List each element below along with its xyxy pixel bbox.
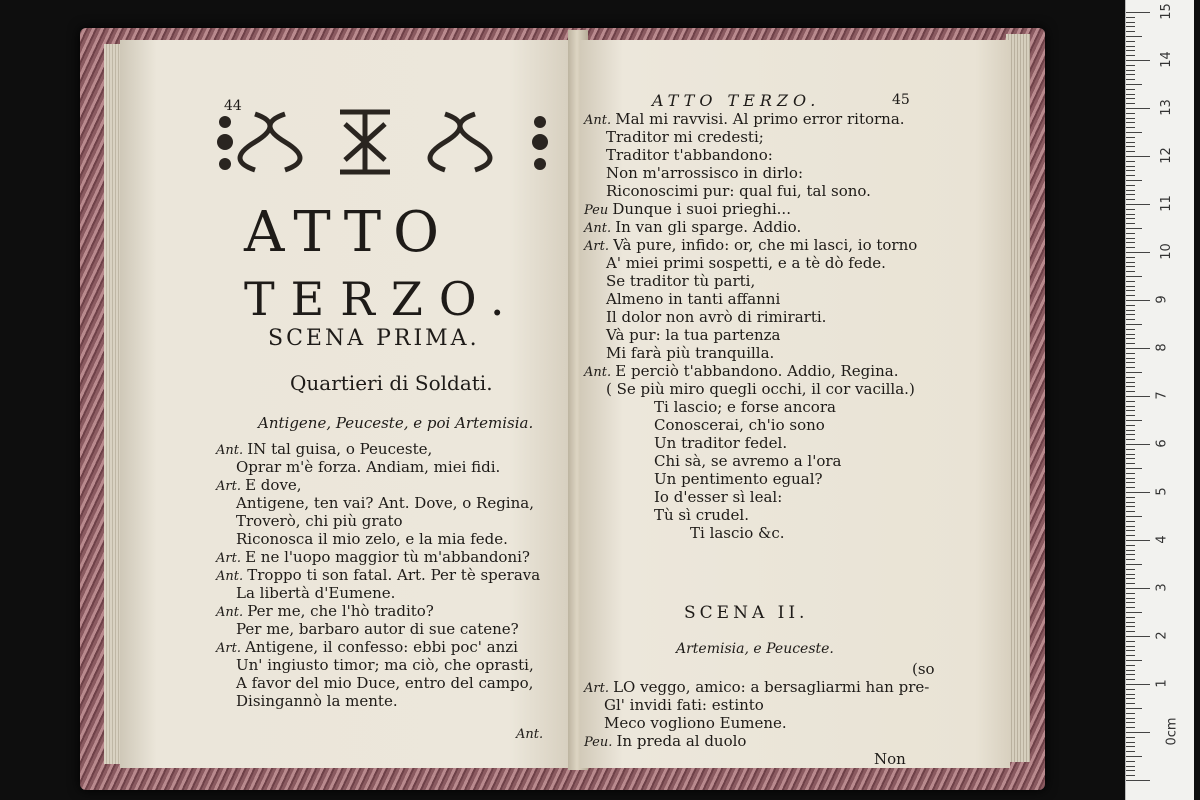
dialogue-line — [584, 732, 746, 752]
dialogue-line — [216, 602, 434, 622]
ruler-tick — [1126, 703, 1135, 704]
ruler-tick — [1126, 108, 1150, 109]
dialogue-line — [216, 476, 302, 496]
line-text: Troppo ti son fatal. Art. Per tè sperava — [247, 566, 541, 584]
ruler-label: 8 — [1154, 343, 1170, 352]
ruler-tick — [1126, 185, 1135, 186]
ruler-tick — [1126, 684, 1150, 685]
ruler-tick — [1126, 338, 1135, 339]
ruler-tick — [1126, 209, 1135, 210]
dialogue-line — [216, 566, 540, 586]
ruler-tick — [1126, 334, 1135, 335]
ruler-tick — [1126, 22, 1135, 23]
ruler-label: 13 — [1158, 99, 1174, 116]
line-text: Per me, barbaro autor di sue catene? — [236, 620, 519, 638]
page-number: 45 — [892, 92, 910, 108]
ruler-tick — [1126, 482, 1135, 483]
ruler-tick — [1126, 588, 1150, 589]
ruler-tick — [1126, 670, 1135, 671]
ruler-tick — [1126, 94, 1135, 95]
speaker-label: Art. — [584, 239, 614, 254]
ruler-tick — [1126, 478, 1135, 479]
ruler-tick — [1126, 151, 1135, 152]
line-text: Dunque i suoi prieghi... — [612, 200, 791, 218]
ruler-tick — [1126, 286, 1135, 287]
ruler-tick — [1126, 324, 1142, 325]
ruler-tick — [1126, 521, 1135, 522]
ruler-label: 3 — [1154, 583, 1170, 592]
ruler-tick — [1126, 550, 1135, 551]
speaker-label: Art. — [216, 479, 246, 494]
catchword: Ant. — [516, 727, 544, 742]
ruler-tick — [1126, 598, 1135, 599]
speaker-label: Ant. — [216, 569, 248, 584]
ruler-tick — [1126, 132, 1142, 133]
ruler-tick — [1126, 516, 1142, 517]
line-text: Mi farà più tranquilla. — [606, 344, 775, 362]
dialogue-line — [606, 128, 764, 146]
line-text: E ne l'uopo maggior tù m'abbandoni? — [245, 548, 530, 566]
ruler-tick — [1126, 55, 1135, 56]
ruler-tick — [1126, 578, 1135, 579]
act-title: ATTO — [244, 200, 452, 265]
line-text: A favor del mio Duce, entro del campo, — [236, 674, 534, 692]
ruler-tick — [1126, 377, 1135, 378]
ruler-tick — [1126, 118, 1135, 119]
ruler-tick — [1126, 41, 1135, 42]
speaker-label: Art. — [216, 641, 246, 656]
line-text: Almeno in tanti affanni — [606, 290, 781, 308]
ruler-tick — [1126, 60, 1150, 61]
ruler-tick — [1126, 425, 1135, 426]
ruler-tick — [1126, 406, 1135, 407]
line-text: ( Se più miro quegli occhi, il cor vacilla.) — [606, 380, 915, 398]
aria-line: Ti lascio &c. — [690, 524, 785, 542]
ruler-tick — [1126, 233, 1135, 234]
ruler-tick — [1126, 329, 1135, 330]
dialogue-line — [584, 362, 898, 382]
speaker-label: Art. — [216, 551, 246, 566]
ruler-tick — [1126, 454, 1135, 455]
ruler-tick — [1126, 223, 1135, 224]
ruler-tick — [1126, 310, 1135, 311]
ruler-tick — [1126, 742, 1135, 743]
ruler-tick — [1126, 70, 1135, 71]
ruler-tick — [1126, 506, 1135, 507]
ruler-tick — [1126, 319, 1135, 320]
ruler-tick — [1126, 602, 1135, 603]
ruler-tick — [1126, 746, 1135, 747]
scene-title: SCENA PRIMA. — [268, 326, 480, 351]
dialogue-line — [584, 110, 905, 130]
ruler-tick — [1126, 722, 1135, 723]
dialogue-line — [606, 380, 915, 398]
ruler-tick — [1126, 266, 1135, 267]
dialogue-line — [606, 290, 780, 308]
ruler-tick — [1126, 161, 1135, 162]
ruler-tick — [1126, 190, 1135, 191]
line-text: Riconoscimi pur: qual fui, tal sono. — [606, 182, 871, 200]
dialogue-line — [606, 164, 803, 182]
catchword: Non — [874, 750, 906, 768]
ruler-tick — [1126, 228, 1142, 229]
ruler-tick — [1126, 156, 1150, 157]
ruler-tick — [1126, 468, 1142, 469]
ruler-tick — [1126, 137, 1135, 138]
dialogue-line — [584, 236, 917, 256]
ruler-tick — [1126, 593, 1135, 594]
line-text: Riconosca il mio zelo, e la mia fede. — [236, 530, 508, 548]
ruler-tick — [1126, 74, 1135, 75]
ruler-tick — [1126, 281, 1135, 282]
speaker-label: Art. — [584, 681, 614, 696]
ruler-tick — [1126, 622, 1135, 623]
ruler-tick — [1126, 290, 1135, 291]
ruler-tick — [1126, 713, 1135, 714]
ruler-tick — [1126, 89, 1135, 90]
ruler-tick — [1126, 775, 1135, 776]
line-text: Se traditor tù parti, — [606, 272, 756, 290]
ruler-tick — [1126, 113, 1135, 114]
ruler-tick — [1126, 502, 1135, 503]
ruler-tick — [1126, 458, 1135, 459]
ruler-tick — [1126, 463, 1135, 464]
ruler-tick — [1126, 12, 1150, 13]
ruler-tick — [1126, 170, 1135, 171]
line-text: A' miei primi sospetti, e a tè dò fede. — [606, 254, 886, 272]
ruler-tick — [1126, 650, 1135, 651]
ruler-tick — [1126, 770, 1135, 771]
ruler-tick — [1126, 636, 1150, 637]
ruler-tick — [1126, 665, 1135, 666]
ruler-tick — [1126, 382, 1135, 383]
line-text: Troverò, chi più grato — [236, 512, 403, 530]
ruler-tick — [1126, 410, 1135, 411]
ruler-tick — [1126, 252, 1150, 253]
ruler-tick — [1126, 142, 1135, 143]
ruler-tick — [1126, 535, 1135, 536]
ruler-tick — [1126, 204, 1150, 205]
ruler-tick — [1126, 214, 1135, 215]
character-list: Artemisia, e Peuceste. — [676, 641, 834, 657]
line-text: Antigene, ten vai? Ant. Dove, o Regina, — [236, 494, 534, 512]
ruler-tick — [1126, 727, 1135, 728]
aria-line: Tù sì crudel. — [654, 506, 749, 524]
right-page — [580, 40, 1010, 768]
ruler-tick — [1126, 718, 1135, 719]
ruler-tick — [1126, 694, 1135, 695]
ruler-tick — [1126, 295, 1135, 296]
ruler-tick — [1126, 396, 1150, 397]
ruler-tick — [1126, 17, 1135, 18]
ruler-tick — [1126, 780, 1150, 781]
ruler-label: 1 — [1154, 679, 1170, 688]
dialogue-line — [584, 218, 801, 238]
ruler-tick — [1126, 98, 1135, 99]
line-text: LO veggo, amico: a bersagliarmi han pre- — [613, 678, 930, 696]
ruler-tick — [1126, 238, 1135, 239]
dialogue-line — [606, 272, 755, 290]
aria-line: Io d'esser sì leal: — [654, 488, 783, 506]
ruler-tick — [1126, 65, 1135, 66]
dialogue-line — [236, 692, 398, 710]
speaker-label: Ant. — [584, 113, 616, 128]
continuation-fragment: (so — [912, 660, 935, 678]
ruler-label: 6 — [1154, 439, 1170, 448]
ruler-tick — [1126, 679, 1135, 680]
ruler-tick — [1126, 103, 1135, 104]
speaker-label: Peu. — [584, 735, 617, 750]
ruler-tick — [1126, 689, 1135, 690]
ruler-tick — [1126, 751, 1135, 752]
dialogue-line — [236, 530, 508, 548]
ruler-tick — [1126, 434, 1135, 435]
ruler-tick — [1126, 31, 1135, 32]
dialogue-line — [606, 344, 774, 362]
dialogue-line — [236, 674, 533, 692]
ruler-tick — [1126, 180, 1142, 181]
dialogue-line — [606, 146, 773, 164]
dialogue-line — [606, 308, 826, 326]
ruler-tick — [1126, 348, 1150, 349]
ruler-tick — [1126, 314, 1135, 315]
speaker-label: Ant. — [216, 605, 248, 620]
ruler-tick — [1126, 127, 1135, 128]
ruler-tick — [1126, 401, 1135, 402]
dialogue-line — [584, 678, 929, 698]
ruler-tick — [1126, 175, 1135, 176]
ruler-tick — [1126, 559, 1135, 560]
ruler-tick — [1126, 564, 1142, 565]
measuring-ruler — [1125, 0, 1194, 800]
ruler-tick — [1126, 497, 1135, 498]
line-text: E perciò t'abbandono. Addio, Regina. — [615, 362, 899, 380]
line-text: Traditor mi credesti; — [606, 128, 764, 146]
line-text: Mal mi ravvisi. Al primo error ritorna. — [615, 110, 905, 128]
ruler-tick — [1126, 646, 1135, 647]
dialogue-line — [216, 440, 432, 460]
dialogue-line — [236, 494, 534, 512]
ruler-tick — [1126, 362, 1135, 363]
dialogue-line — [584, 200, 791, 220]
ruler-tick — [1126, 391, 1135, 392]
ruler-tick — [1126, 569, 1135, 570]
ruler-tick — [1126, 761, 1135, 762]
line-text: Per me, che l'hò tradito? — [247, 602, 434, 620]
ruler-tick — [1126, 641, 1135, 642]
aria-line: Conoscerai, ch'io sono — [654, 416, 825, 434]
line-text: Và pure, infido: or, che mi lasci, io torno — [613, 236, 918, 254]
line-text: Il dolor non avrò di rimirarti. — [606, 308, 827, 326]
dialogue-line — [236, 512, 403, 530]
ruler-tick — [1126, 492, 1150, 493]
ruler-tick — [1126, 50, 1135, 51]
line-text: Antigene, il confesso: ebbi poc' anzi — [245, 638, 518, 656]
dialogue-line — [604, 714, 787, 732]
line-text: In van gli sparge. Addio. — [615, 218, 802, 236]
ruler-tick — [1126, 84, 1142, 85]
ruler-tick — [1126, 674, 1135, 675]
speaker-label: Ant. — [584, 365, 616, 380]
ruler-tick — [1126, 766, 1135, 767]
ruler-tick — [1126, 166, 1135, 167]
ruler-tick — [1126, 449, 1135, 450]
ruler-tick — [1126, 526, 1135, 527]
ruler-label: 15 — [1158, 3, 1174, 20]
aria-line: Un traditor fedel. — [654, 434, 788, 452]
ruler-tick — [1126, 420, 1142, 421]
act-subtitle: TERZO. — [244, 272, 521, 326]
ruler-tick — [1126, 46, 1135, 47]
line-text: La libertà d'Eumene. — [236, 584, 396, 602]
line-text: Oprar m'è forza. Andiam, miei fidi. — [236, 458, 501, 476]
speaker-label: Ant. — [584, 221, 616, 236]
ruler-tick — [1126, 353, 1135, 354]
ruler-tick — [1126, 530, 1135, 531]
ruler-label: 0cm — [1164, 717, 1180, 746]
ruler-tick — [1126, 199, 1135, 200]
dialogue-line — [216, 548, 530, 568]
aria-line: Chi sà, se avremo a l'ora — [654, 452, 842, 470]
ruler-tick — [1126, 257, 1135, 258]
ruler-tick — [1126, 756, 1142, 757]
ruler-tick — [1126, 617, 1135, 618]
ruler-tick — [1126, 732, 1150, 733]
line-text: In preda al duolo — [616, 732, 747, 750]
ruler-tick — [1126, 698, 1135, 699]
ruler-tick — [1126, 511, 1135, 512]
ruler-tick — [1126, 430, 1135, 431]
dialogue-line — [604, 696, 764, 714]
dialogue-line — [236, 620, 519, 638]
ruler-label: 2 — [1154, 631, 1170, 640]
ruler-label: 5 — [1154, 487, 1170, 496]
ruler-tick — [1126, 242, 1135, 243]
line-text: Gl' invidi fati: estinto — [604, 696, 764, 714]
ruler-tick — [1126, 262, 1135, 263]
line-text: Non m'arrossisco in dirlo: — [606, 164, 804, 182]
dialogue-line — [606, 326, 780, 344]
ruler-tick — [1126, 36, 1142, 37]
line-text: Disingannò la mente. — [236, 692, 398, 710]
ruler-label: 10 — [1158, 243, 1174, 260]
line-text: E dove, — [245, 476, 302, 494]
ruler-label: 12 — [1158, 147, 1174, 164]
ruler-tick — [1126, 583, 1135, 584]
ruler-tick — [1126, 540, 1150, 541]
scene-title: SCENA II. — [684, 603, 809, 623]
dialogue-line — [236, 584, 395, 602]
dialogue-line — [606, 254, 886, 272]
ruler-tick — [1126, 655, 1135, 656]
ruler-tick — [1126, 708, 1142, 709]
line-text: Meco vogliono Eumene. — [604, 714, 787, 732]
ruler-label: 9 — [1154, 295, 1170, 304]
ruler-tick — [1126, 218, 1135, 219]
ruler-tick — [1126, 554, 1135, 555]
ruler-tick — [1126, 439, 1135, 440]
scene-setting: Quartieri di Soldati. — [290, 371, 493, 395]
ruler-label: 11 — [1158, 195, 1174, 212]
ruler-tick — [1126, 79, 1135, 80]
line-text: Traditor t'abbandono: — [606, 146, 773, 164]
ruler-label: 4 — [1154, 535, 1170, 544]
aria-line: Un pentimento egual? — [654, 470, 823, 488]
ruler-tick — [1126, 631, 1135, 632]
ruler-tick — [1126, 305, 1135, 306]
ruler-tick — [1126, 737, 1135, 738]
ruler-tick — [1126, 473, 1135, 474]
ruler-tick — [1126, 372, 1142, 373]
ruler-tick — [1126, 343, 1135, 344]
dialogue-line — [236, 458, 500, 476]
ruler-tick — [1126, 607, 1135, 608]
ruler-tick — [1126, 612, 1142, 613]
dialogue-line — [606, 182, 871, 200]
ruler-label: 7 — [1154, 391, 1170, 400]
ruler-tick — [1126, 487, 1135, 488]
ruler-tick — [1126, 444, 1150, 445]
ruler-tick — [1126, 574, 1135, 575]
ruler-tick — [1126, 545, 1135, 546]
speaker-label: Ant. — [216, 443, 248, 458]
running-header: ATTO TERZO. — [652, 91, 821, 110]
aria-line: Ti lascio; e forse ancora — [654, 398, 836, 416]
dialogue-line — [236, 656, 534, 674]
ruler-tick — [1126, 276, 1142, 277]
character-list: Antigene, Peuceste, e poi Artemisia. — [258, 414, 534, 432]
ruler-tick — [1126, 358, 1135, 359]
ruler-tick — [1126, 626, 1135, 627]
ruler-label: 14 — [1158, 51, 1174, 68]
ruler-tick — [1126, 300, 1150, 301]
line-text: Un' ingiusto timor; ma ciò, che oprasti, — [236, 656, 534, 674]
ornament-band — [210, 104, 560, 180]
ruler-tick — [1126, 367, 1135, 368]
ruler-tick — [1126, 247, 1135, 248]
ruler-tick — [1126, 122, 1135, 123]
ruler-tick — [1126, 194, 1135, 195]
ruler-tick — [1126, 146, 1135, 147]
ruler-tick — [1126, 26, 1135, 27]
line-text: IN tal guisa, o Peuceste, — [247, 440, 433, 458]
ruler-tick — [1126, 415, 1135, 416]
line-text: Và pur: la tua partenza — [606, 326, 781, 344]
ruler-tick — [1126, 386, 1135, 387]
ruler-tick — [1126, 660, 1142, 661]
dialogue-line — [216, 638, 518, 658]
speaker-label: Peu — [584, 203, 613, 218]
page-number: 44 — [224, 98, 242, 114]
ruler-tick — [1126, 271, 1135, 272]
